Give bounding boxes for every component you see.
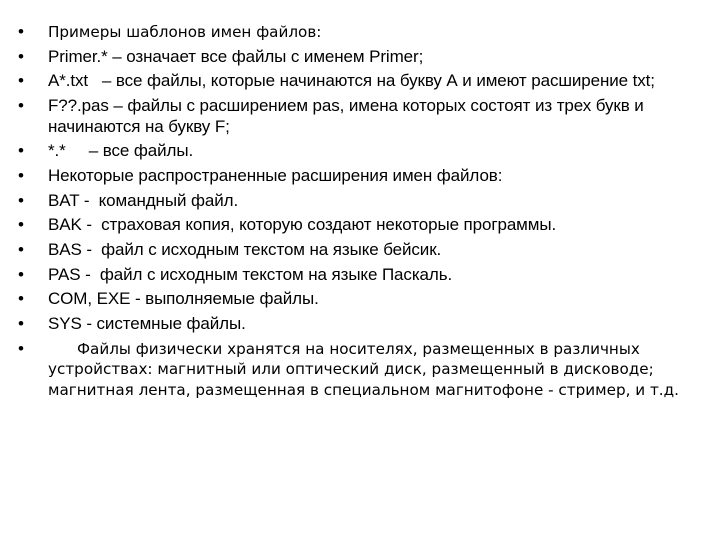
list-item: [18, 166, 708, 187]
list-item-text: SYS - системные файлы.: [48, 314, 246, 334]
bullet-icon: •: [18, 264, 24, 284]
bullet-icon: •: [18, 240, 24, 259]
bullet-icon: •: [18, 96, 24, 116]
list-item-text: Примеры шаблонов имен файлов:: [48, 23, 322, 41]
list-item: [18, 47, 708, 68]
list-item-text: *.* – все файлы.: [48, 141, 194, 161]
list-item-text: COM, EXE - выполняемые файлы.: [48, 289, 319, 309]
list-item-text: A*.txt – все файлы, которые начинаются на букву А и имеют расширение txt;: [48, 71, 655, 91]
bullet-icon: •: [18, 314, 24, 334]
bullet-list: [18, 22, 708, 404]
list-item: [18, 22, 708, 43]
list-item-text: Файлы физически хранятся на носителях, размещенных в различных устройствах: магнитный или оптический диск, размещенный в дисководе; магнитная лента, размещенная в специальном магнитофоне - стример, и т.д.: [48, 339, 679, 399]
list-item: [18, 71, 708, 92]
list-item-text: BAT - командный файл.: [48, 190, 239, 210]
list-item-text: BAS - файл с исходным текстом на языке бейсик.: [48, 240, 442, 259]
list-item: [18, 141, 708, 162]
list-item-text: F??.pas – файлы с расширением pas, имена которых состоят из трех букв и начинаются на букву F;: [48, 96, 649, 136]
bullet-icon: •: [18, 141, 24, 161]
bullet-icon: •: [18, 71, 24, 91]
list-item: [18, 96, 708, 137]
list-item-text: Некоторые распространенные расширения имен файлов:: [48, 165, 503, 185]
list-item-text: BAK - страховая копия, которую создают некоторые программы.: [48, 215, 557, 235]
list-item: [18, 191, 708, 212]
bullet-icon: •: [18, 338, 24, 358]
list-item: [18, 314, 708, 335]
bullet-icon: •: [18, 46, 24, 66]
list-item: [18, 339, 708, 401]
list-item: [18, 289, 708, 310]
bullet-icon: •: [18, 165, 24, 185]
list-item-text: PAS - файл с исходным текстом на языке Паскаль.: [48, 264, 453, 284]
bullet-icon: •: [18, 215, 24, 235]
list-item: [18, 265, 708, 286]
bullet-icon: •: [18, 22, 24, 41]
list-item-text: Primer.* – означает все файлы с именем Primer;: [48, 46, 424, 66]
bullet-icon: •: [18, 289, 24, 309]
list-item: [18, 215, 708, 236]
list-item: [18, 240, 708, 261]
bullet-icon: •: [18, 190, 24, 210]
